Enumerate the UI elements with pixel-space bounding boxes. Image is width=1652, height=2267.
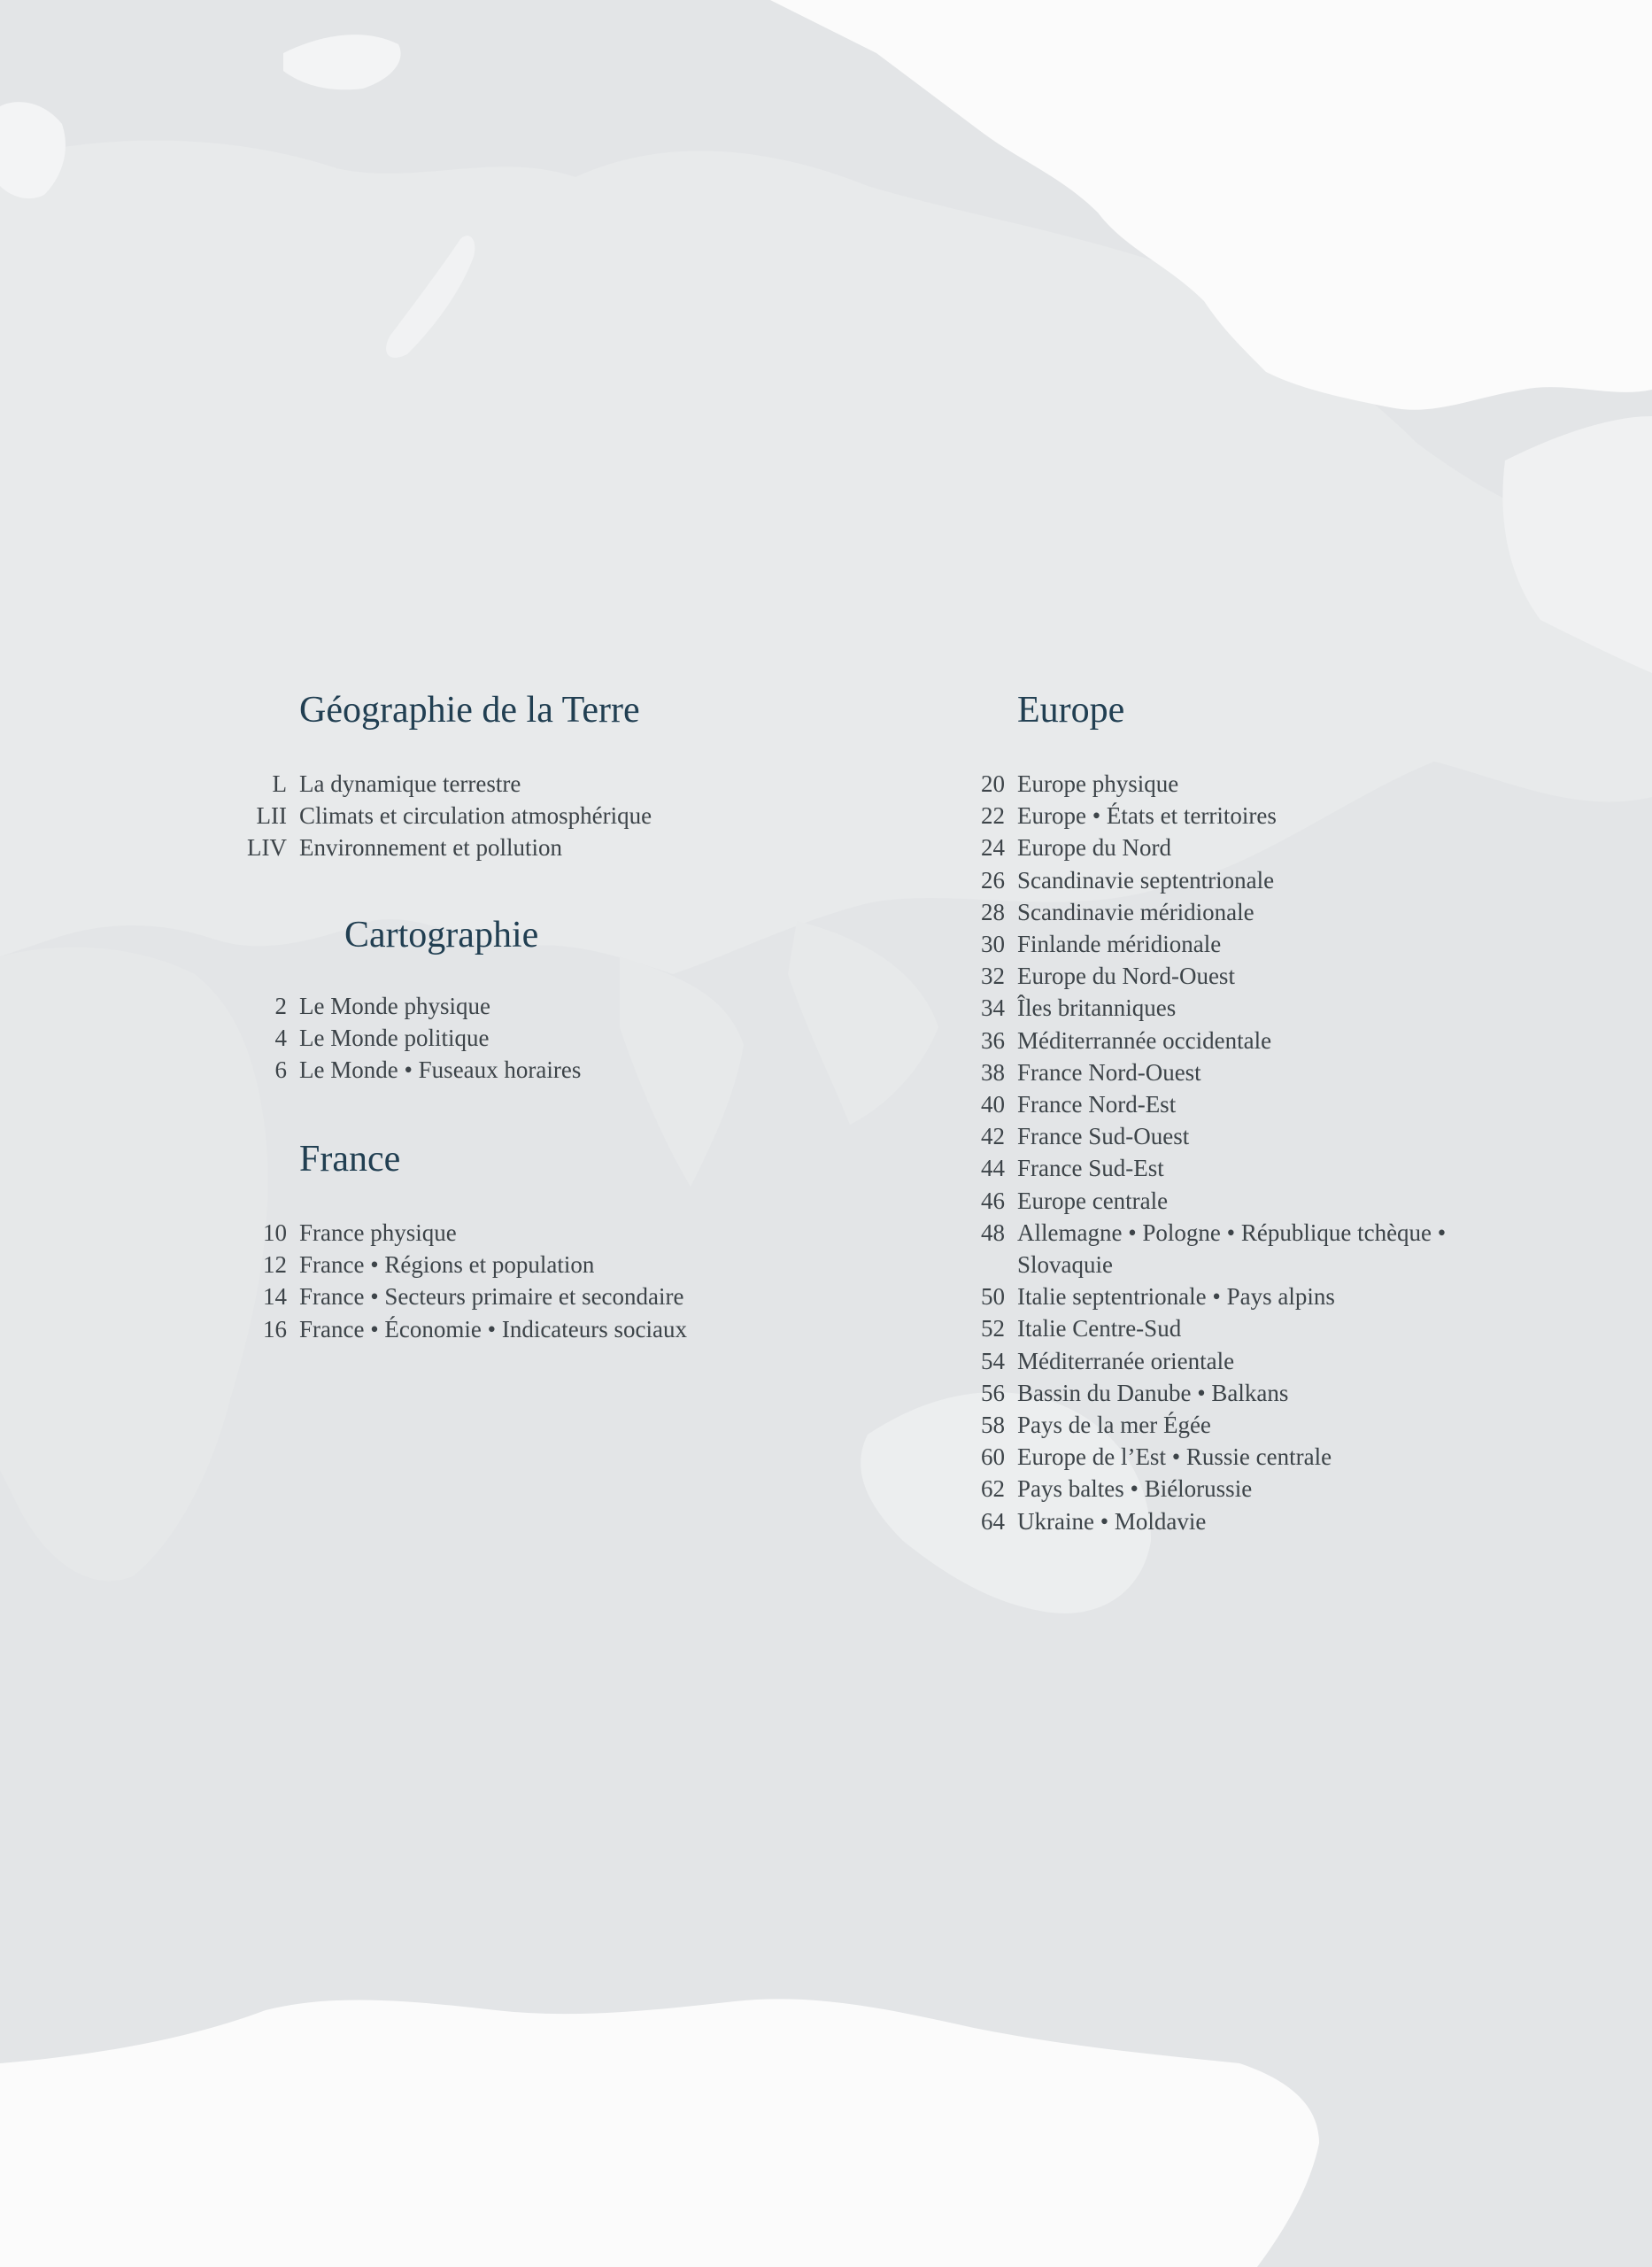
toc-entry-title: Scandinavie méridionale	[1017, 898, 1254, 925]
toc-entry-title: Europe centrale	[1017, 1187, 1169, 1214]
page-number: 28	[981, 898, 1005, 925]
page-number: 48	[981, 1219, 1005, 1246]
toc-entry[interactable]	[0, 1152, 1513, 1184]
page-number: 4	[274, 1025, 287, 1052]
section-title-france: France	[299, 1139, 401, 1180]
page-number: 50	[981, 1283, 1005, 1311]
page-number: L	[272, 770, 287, 797]
page-number: 64	[981, 1507, 1005, 1535]
toc-entry-title: France • Régions et population	[299, 1251, 595, 1279]
toc-entry[interactable]	[0, 960, 1513, 992]
toc-entry-title: Pays baltes • Biélorussie	[1017, 1475, 1253, 1503]
page-number: 22	[981, 802, 1005, 830]
toc-entry[interactable]	[0, 992, 1513, 1024]
page-number: 52	[981, 1315, 1005, 1342]
toc-entry[interactable]	[0, 1312, 1513, 1344]
toc-list-europe	[0, 768, 1513, 1537]
toc-entry[interactable]	[0, 1056, 1513, 1088]
page-number: LII	[256, 802, 287, 830]
toc-entry[interactable]	[0, 1409, 1513, 1441]
page-number: 36	[981, 1026, 1005, 1054]
page-number: 12	[263, 1251, 287, 1279]
toc-entry[interactable]	[0, 1345, 1513, 1377]
toc-entry[interactable]	[0, 1088, 1513, 1120]
toc-entry-title: Italie Centre-Sud	[1017, 1315, 1182, 1342]
toc-entry-title: Finlande méridionale	[1017, 931, 1222, 958]
page-number: 26	[981, 866, 1005, 894]
toc-entry-title: La dynamique terrestre	[299, 770, 521, 797]
toc-entry-title: France • Secteurs primaire et secondaire	[299, 1283, 684, 1311]
section-title-cartographie: Cartographie	[344, 915, 539, 956]
toc-entry[interactable]	[0, 1025, 1513, 1056]
page-number: 10	[263, 1219, 287, 1246]
page-number: 2	[274, 993, 287, 1019]
page-number: 62	[981, 1475, 1005, 1503]
toc-entry-title: France Sud-Ouest	[1017, 1123, 1190, 1150]
toc-entry-title: Environnement et pollution	[299, 834, 562, 862]
toc-entry-title: France Sud-Est	[1017, 1155, 1164, 1182]
toc-entry-title: Italie septentrionale • Pays alpins	[1017, 1283, 1335, 1311]
toc-entry-title: Allemagne • Pologne • République tchèque • Slovaquie	[1017, 1219, 1447, 1279]
page-number: 46	[981, 1187, 1005, 1214]
toc-entry-title: Climats et circulation atmosphérique	[299, 802, 652, 830]
toc-entry[interactable]	[0, 1473, 1513, 1505]
toc-entry-title: Méditerrannée occidentale	[1017, 1026, 1272, 1054]
section-europe	[0, 688, 1513, 1537]
page-number: 20	[981, 770, 1005, 797]
toc-entry-title: Scandinavie septentrionale	[1017, 866, 1275, 894]
toc-entry-title: Europe de l’Est • Russie centrale	[1017, 1443, 1332, 1471]
page-number: 44	[981, 1155, 1005, 1182]
page-number: 42	[981, 1123, 1005, 1150]
toc-entry[interactable]	[0, 768, 1513, 800]
page-number: 30	[981, 931, 1005, 958]
page-number: 58	[981, 1412, 1005, 1439]
toc-entry[interactable]	[0, 1217, 1513, 1281]
toc-entry[interactable]	[0, 1281, 1513, 1312]
section-title-europe: Europe	[1017, 690, 1125, 731]
section-title-geographie: Géographie de la Terre	[299, 690, 640, 731]
toc-entry-title: France Nord-Est	[1017, 1091, 1177, 1118]
toc-entry-title: France physique	[299, 1219, 457, 1246]
toc-entry-title: Europe du Nord-Ouest	[1017, 963, 1235, 990]
toc-entry-title: Méditerranée orientale	[1017, 1347, 1235, 1374]
page-number: 16	[263, 1315, 287, 1342]
toc-entry[interactable]	[0, 1377, 1513, 1409]
page-number: 34	[981, 994, 1005, 1022]
toc-entry-title: France • Économie • Indicateurs sociaux	[299, 1315, 687, 1342]
page-number: 6	[274, 1056, 287, 1084]
toc-entry[interactable]	[0, 896, 1513, 928]
toc-entry-title: Le Monde physique	[299, 993, 490, 1019]
toc-entry-title: Bassin du Danube • Balkans	[1017, 1379, 1289, 1406]
toc-entry-title: Le Monde • Fuseaux horaires	[299, 1056, 582, 1084]
page-number: 38	[981, 1058, 1005, 1086]
toc-entry[interactable]	[0, 1505, 1513, 1537]
toc-entry[interactable]	[0, 1120, 1513, 1152]
toc-entry[interactable]	[0, 800, 1513, 832]
toc-entry-title: Pays de la mer Égée	[1017, 1412, 1211, 1439]
toc-entry[interactable]	[0, 832, 1513, 863]
toc-entry-title: Europe du Nord	[1017, 834, 1171, 862]
page-number: 60	[981, 1443, 1005, 1471]
toc-entry[interactable]	[0, 864, 1513, 896]
toc-entry-title: Ukraine • Moldavie	[1017, 1507, 1207, 1535]
page-number: 40	[981, 1091, 1005, 1118]
toc-entry-title: Europe • États et territoires	[1017, 802, 1277, 830]
page-number: 56	[981, 1379, 1005, 1406]
toc-entry[interactable]	[0, 1185, 1513, 1217]
toc-entry-title: Le Monde politique	[299, 1025, 490, 1052]
page-number: 24	[981, 834, 1005, 862]
toc-entry-title: Îles britanniques	[1017, 994, 1177, 1022]
page-number: 14	[263, 1283, 287, 1311]
page-number: 54	[981, 1347, 1005, 1374]
toc-entry-title: France Nord-Ouest	[1017, 1058, 1201, 1086]
toc-entry[interactable]	[0, 928, 1513, 960]
toc-entry[interactable]	[0, 1441, 1513, 1473]
page-number: 32	[981, 963, 1005, 990]
page-number: LIV	[247, 834, 287, 862]
toc-entry-title: Europe physique	[1017, 770, 1179, 797]
